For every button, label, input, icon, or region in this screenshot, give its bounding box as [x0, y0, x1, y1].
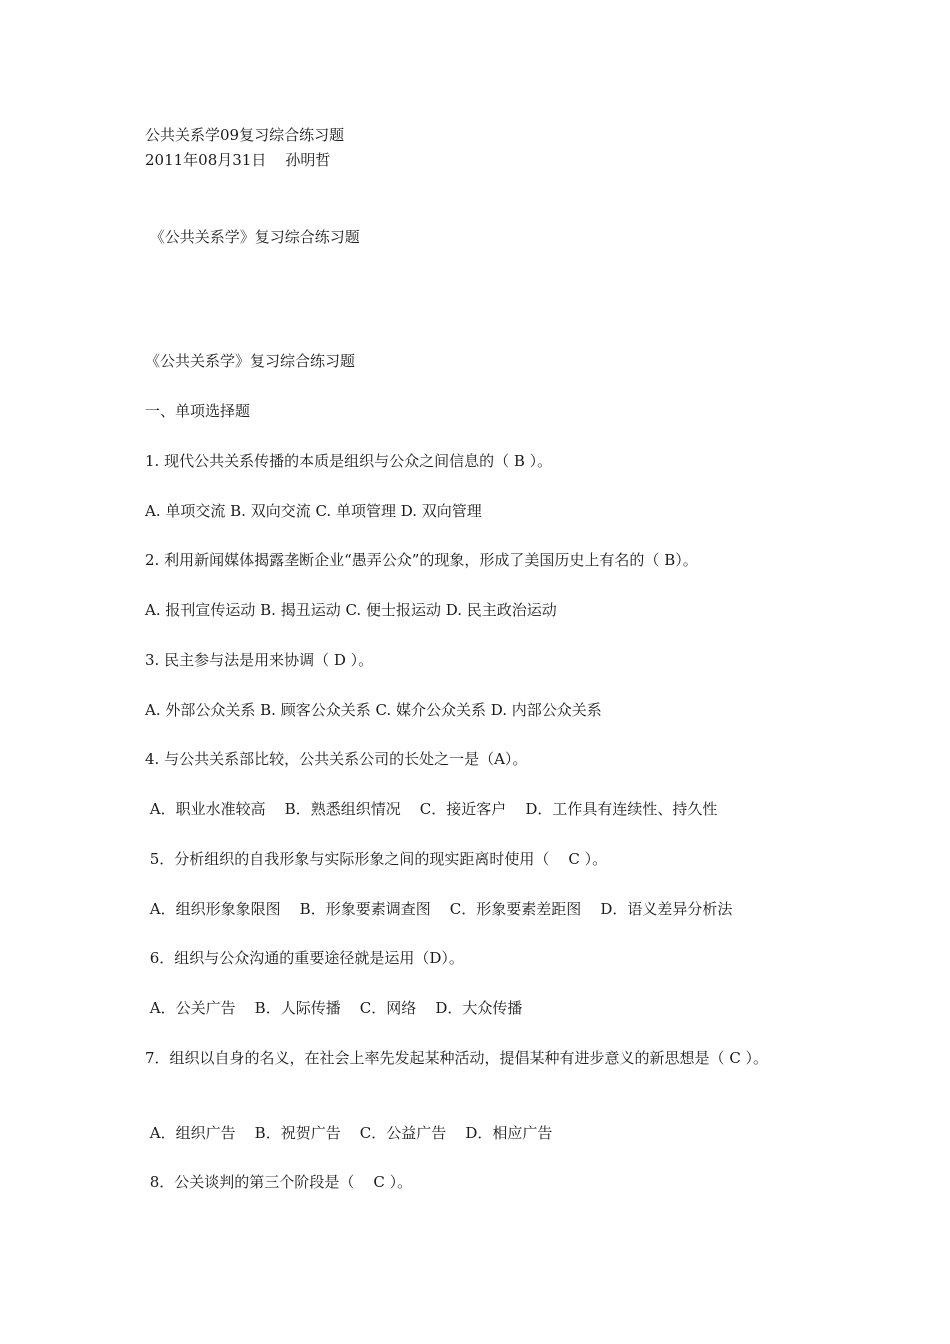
question-3: 3. 民主参与法是用来协调（ D ）。 [145, 651, 374, 669]
question-1: 1. 现代公共关系传播的本质是组织与公众之间信息的（ B ）。 [145, 452, 553, 470]
question-1-options: A. 单项交流 B. 双向交流 C. 单项管理 D. 双向管理 [145, 502, 482, 520]
question-6-options: A．公关广告 B．人际传播 C．网络 D．大众传播 [145, 999, 523, 1017]
question-2-options: A. 报刊宣传运动 B. 揭丑运动 C. 便士报运动 D. 民主政治运动 [145, 601, 557, 619]
question-4: 4. 与公共关系部比较，公共关系公司的长处之一是（A）。 [145, 750, 528, 768]
question-7: 7．组织以自身的名义，在社会上率先发起某种活动，提倡某种有进步意义的新思想是（ C ）。 [145, 1049, 769, 1067]
document-title: 《公共关系学》复习综合练习题 [145, 352, 356, 370]
document-header-title: 公共关系学09复习综合练习题 [145, 126, 345, 144]
question-2: 2. 利用新闻媒体揭露垄断企业“愚弄公众”的现象，形成了美国历史上有名的（ B）。 [145, 551, 698, 569]
question-8: 8．公关谈判的第三个阶段是（ C ）。 [145, 1173, 413, 1191]
question-4-options: A．职业水准较高 B．熟悉组织情况 C．接近客户 D．工作具有连续性、持久性 [145, 800, 718, 818]
question-3-options: A. 外部公众关系 B. 顾客公众关系 C. 媒介公众关系 D. 内部公众关系 [145, 701, 602, 719]
question-5-options: A．组织形象象限图 B．形象要素调查图 C．形象要素差距图 D．语义差异分析法 [145, 900, 733, 918]
document-subtitle: 《公共关系学》复习综合练习题 [145, 228, 360, 246]
question-7-options: A．组织广告 B．祝贺广告 C．公益广告 D．相应广告 [145, 1124, 553, 1142]
section-heading: 一、单项选择题 [145, 402, 251, 420]
question-6: 6．组织与公众沟通的重要途径就是运用（D）。 [145, 949, 464, 967]
question-5: 5．分析组织的自我形象与实际形象之间的现实距离时使用（ C ）。 [145, 850, 608, 868]
document-date-author: 2011年08月31日 孙明哲 [145, 151, 331, 169]
